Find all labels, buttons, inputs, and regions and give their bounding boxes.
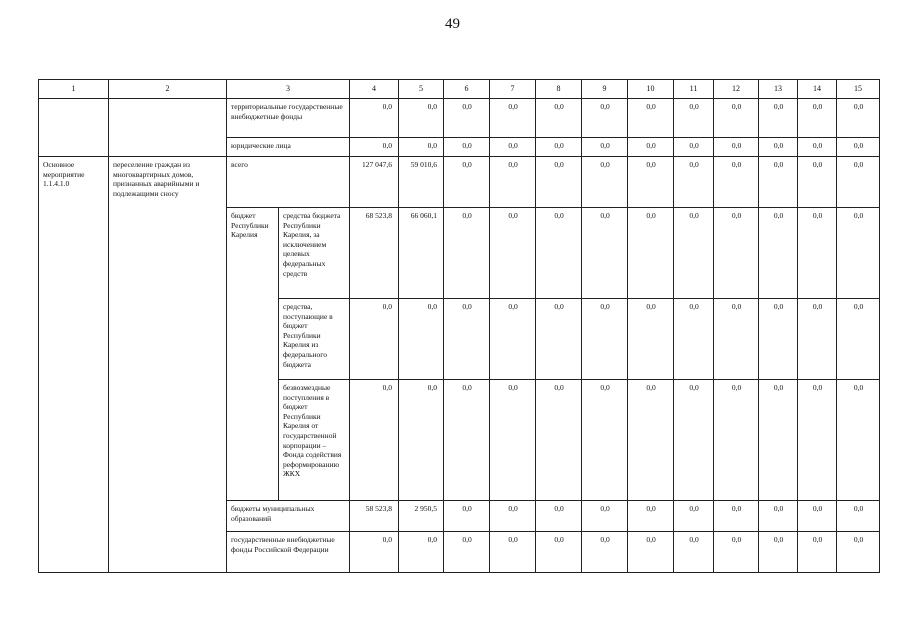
value-cell: 0,0 (582, 501, 628, 532)
value-cell: 0,0 (798, 99, 837, 138)
value-cell: 0,0 (582, 380, 628, 501)
value-cell: 0,0 (714, 99, 759, 138)
value-cell: 0,0 (798, 157, 837, 208)
value-cell: 0,0 (798, 501, 837, 532)
value-cell: 0,0 (798, 380, 837, 501)
value-cell: 0,0 (444, 157, 490, 208)
value-cell: 0,0 (759, 299, 798, 380)
value-cell: 0,0 (837, 532, 880, 573)
value-cell: 0,0 (714, 208, 759, 299)
activity-description: переселение граждан из многоквартирных домов, признанных аварийными и подлежащими сносу (109, 157, 227, 573)
value-cell: 0,0 (490, 208, 536, 299)
value-cell: 0,0 (582, 138, 628, 157)
budget-table (38, 79, 880, 573)
value-cell: 0,0 (674, 299, 714, 380)
value-cell: 0,0 (444, 208, 490, 299)
value-cell: 2 950,5 (399, 501, 444, 532)
value-cell: 0,0 (399, 299, 444, 380)
value-cell: 0,0 (628, 157, 674, 208)
value-cell: 0,0 (350, 99, 399, 138)
header-cell: 5 (399, 80, 444, 99)
value-cell: 0,0 (759, 99, 798, 138)
value-cell: 0,0 (350, 138, 399, 157)
value-cell: 0,0 (674, 138, 714, 157)
value-cell: 0,0 (490, 532, 536, 573)
value-cell: 0,0 (759, 380, 798, 501)
table-row (39, 157, 880, 208)
value-cell: 66 060,1 (399, 208, 444, 299)
header-cell: 7 (490, 80, 536, 99)
value-cell: 0,0 (759, 157, 798, 208)
value-cell: 0,0 (628, 299, 674, 380)
source-label: всего (227, 157, 350, 208)
value-cell: 0,0 (798, 208, 837, 299)
value-cell: 0,0 (536, 299, 582, 380)
value-cell: 0,0 (798, 138, 837, 157)
value-cell: 0,0 (837, 380, 880, 501)
value-cell: 0,0 (490, 138, 536, 157)
header-cell: 13 (759, 80, 798, 99)
value-cell: 0,0 (536, 138, 582, 157)
budget-group-label: бюджет Республики Карелия (227, 208, 279, 501)
value-cell: 0,0 (350, 380, 399, 501)
value-cell: 0,0 (350, 299, 399, 380)
value-cell: 0,0 (628, 208, 674, 299)
header-cell: 10 (628, 80, 674, 99)
value-cell: 0,0 (399, 99, 444, 138)
cell-empty (39, 99, 109, 157)
value-cell: 0,0 (582, 299, 628, 380)
value-cell: 0,0 (350, 532, 399, 573)
activity-code: Основное мероприятие 1.1.4.1.0 (39, 157, 109, 573)
value-cell: 0,0 (582, 157, 628, 208)
header-cell: 1 (39, 80, 109, 99)
value-cell: 0,0 (536, 501, 582, 532)
value-cell: 0,0 (674, 157, 714, 208)
value-cell: 0,0 (490, 380, 536, 501)
value-cell: 0,0 (759, 501, 798, 532)
value-cell: 0,0 (674, 380, 714, 501)
value-cell: 0,0 (628, 99, 674, 138)
value-cell: 0,0 (837, 208, 880, 299)
value-cell: 0,0 (837, 157, 880, 208)
table-row (39, 99, 880, 138)
value-cell: 0,0 (628, 138, 674, 157)
value-cell: 68 523,8 (350, 208, 399, 299)
value-cell: 0,0 (674, 99, 714, 138)
source-label: безвозмездные поступления в бюджет Республики Карелия от государственной корпорации – Фонда содействия реформированию ЖКХ (279, 380, 350, 501)
header-cell: 4 (350, 80, 399, 99)
value-cell: 0,0 (444, 99, 490, 138)
value-cell: 0,0 (714, 138, 759, 157)
value-cell: 58 523,8 (350, 501, 399, 532)
value-cell: 0,0 (490, 99, 536, 138)
value-cell: 0,0 (536, 380, 582, 501)
value-cell: 0,0 (490, 299, 536, 380)
header-cell: 14 (798, 80, 837, 99)
header-cell: 8 (536, 80, 582, 99)
value-cell: 0,0 (714, 299, 759, 380)
value-cell: 0,0 (674, 208, 714, 299)
value-cell: 0,0 (674, 532, 714, 573)
value-cell: 0,0 (674, 501, 714, 532)
value-cell: 0,0 (837, 138, 880, 157)
source-label: бюджеты муниципальных образований (227, 501, 350, 532)
value-cell: 0,0 (837, 299, 880, 380)
value-cell: 0,0 (490, 501, 536, 532)
value-cell: 0,0 (714, 501, 759, 532)
value-cell: 0,0 (444, 299, 490, 380)
page-number: 49 (445, 16, 460, 32)
source-label: средства бюджета Республики Карелия, за исключением целевых федеральных средств (279, 208, 350, 299)
value-cell: 0,0 (759, 532, 798, 573)
source-label: государственные внебюджетные фонды Российской Федерации (227, 532, 350, 573)
cell-empty (109, 99, 227, 157)
header-cell: 11 (674, 80, 714, 99)
value-cell: 0,0 (536, 208, 582, 299)
value-cell: 0,0 (628, 380, 674, 501)
value-cell: 0,0 (582, 532, 628, 573)
value-cell: 0,0 (490, 157, 536, 208)
value-cell: 59 010,6 (399, 157, 444, 208)
value-cell: 0,0 (714, 380, 759, 501)
value-cell: 0,0 (536, 532, 582, 573)
header-cell: 12 (714, 80, 759, 99)
header-cell: 2 (109, 80, 227, 99)
value-cell: 0,0 (399, 532, 444, 573)
value-cell: 127 047,6 (350, 157, 399, 208)
value-cell: 0,0 (714, 532, 759, 573)
source-label: юридические лица (227, 138, 350, 157)
value-cell: 0,0 (444, 501, 490, 532)
value-cell: 0,0 (444, 138, 490, 157)
value-cell: 0,0 (837, 501, 880, 532)
source-label: средства, поступающие в бюджет Республики Карелия из федерального бюджета (279, 299, 350, 380)
value-cell: 0,0 (536, 99, 582, 138)
value-cell: 0,0 (837, 99, 880, 138)
value-cell: 0,0 (759, 138, 798, 157)
value-cell: 0,0 (444, 532, 490, 573)
value-cell: 0,0 (714, 157, 759, 208)
header-cell: 6 (444, 80, 490, 99)
value-cell: 0,0 (628, 501, 674, 532)
header-cell: 9 (582, 80, 628, 99)
value-cell: 0,0 (399, 380, 444, 501)
value-cell: 0,0 (399, 138, 444, 157)
header-row (39, 80, 880, 99)
value-cell: 0,0 (582, 208, 628, 299)
value-cell: 0,0 (582, 99, 628, 138)
value-cell: 0,0 (798, 299, 837, 380)
value-cell: 0,0 (536, 157, 582, 208)
header-cell: 3 (227, 80, 350, 99)
header-cell: 15 (837, 80, 880, 99)
value-cell: 0,0 (798, 532, 837, 573)
value-cell: 0,0 (759, 208, 798, 299)
source-label: территориальные государственные внебюджетные фонды (227, 99, 350, 138)
value-cell: 0,0 (628, 532, 674, 573)
value-cell: 0,0 (444, 380, 490, 501)
